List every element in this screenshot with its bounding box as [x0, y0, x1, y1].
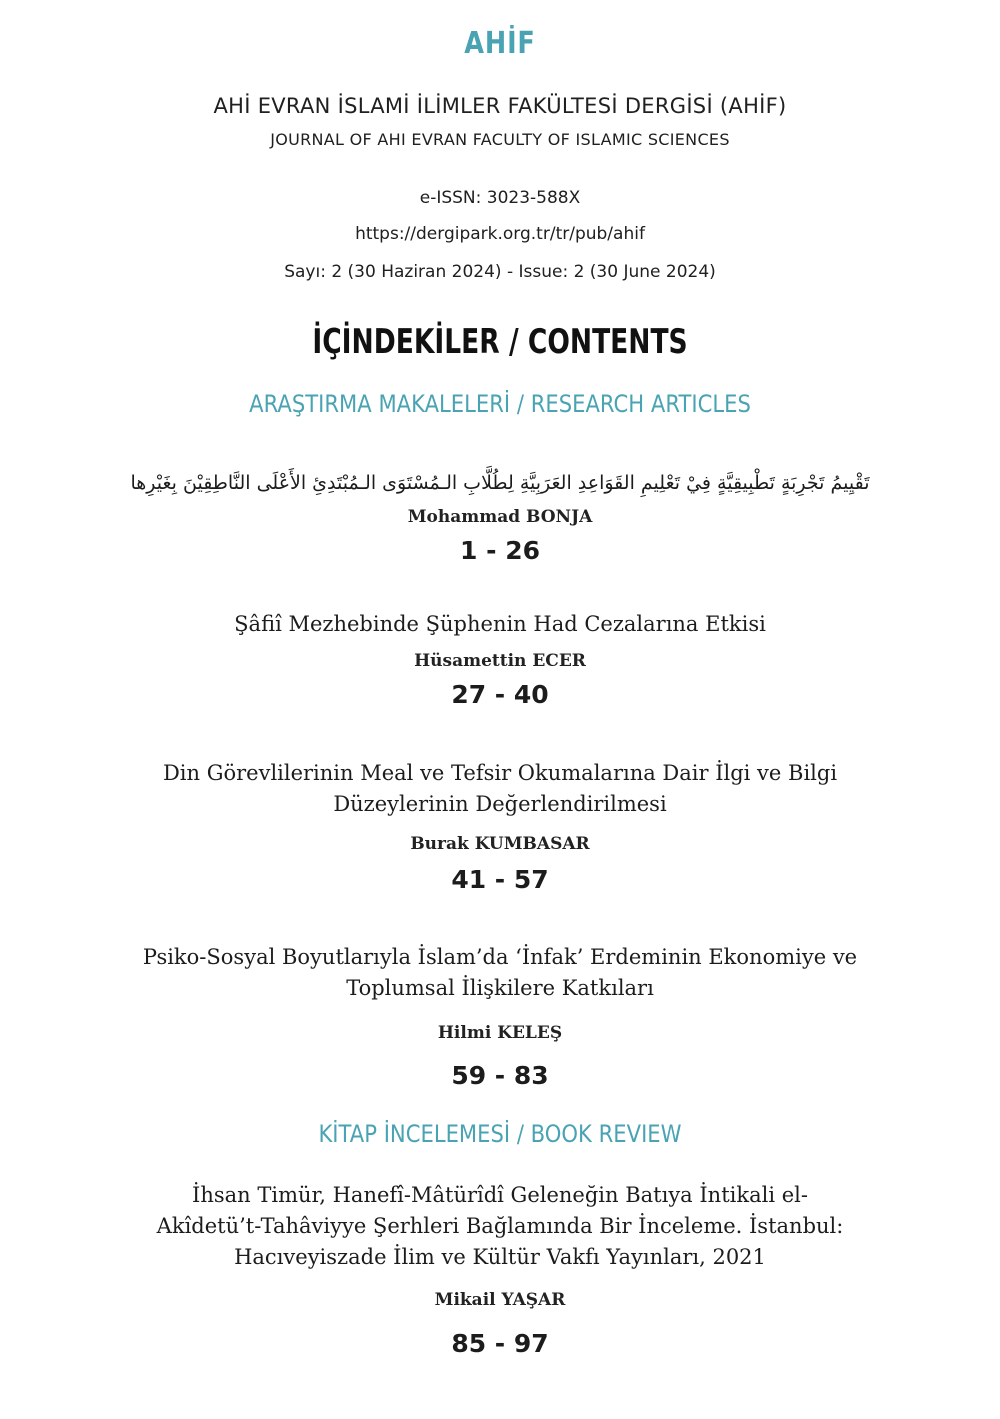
journal-subtitle: JOURNAL OF AHI EVRAN FACULTY OF ISLAMIC SCIENCES [270, 130, 730, 149]
article-pages: 1 - 26 [460, 536, 540, 565]
review-title[interactable]: İhsan Timür, Hanefî-Mâtürîdî Geleneğin Batıya İntikali el-Akîdetü’t-Tahâviyye Şerhleri Bağlamında Bir İnceleme. İstanbul: Hacıveyiszade İlim ve Kültür Vakfı Yayınları, 2021 [156, 1183, 844, 1269]
journal-title: AHİ EVRAN İSLAMİ İLİMLER FAKÜLTESİ DERGİSİ (AHİF) [213, 94, 787, 118]
review-pages: 85 - 97 [451, 1329, 549, 1358]
journal-logo: AHİF [464, 26, 536, 61]
eissn-text: e-ISSN: 3023-588X [419, 188, 581, 208]
article-pages: 27 - 40 [451, 680, 549, 709]
article-author: Hilmi KELEŞ [437, 1023, 563, 1043]
article-title[interactable]: Şâfiî Mezhebinde Şüphenin Had Cezalarına Etkisi [234, 612, 766, 636]
article-author: Mohammad BONJA [407, 507, 593, 527]
article-pages: 41 - 57 [451, 865, 549, 894]
review-author: Mikail YAŞAR [434, 1290, 566, 1310]
research-articles-heading: ARAŞTIRMA MAKALELERİ / RESEARCH ARTICLES [249, 390, 751, 418]
article-title[interactable]: Din Görevlilerinin Meal ve Tefsir Okumalarına Dair İlgi ve Bilgi Düzeylerinin Değerlendirilmesi [162, 761, 838, 816]
article-author: Burak KUMBASAR [410, 834, 590, 854]
article-title[interactable]: تَقْيِيمُ تَجْرِبَةٍ تَطْبِيقِيَّةٍ فِيْ تَعْلِيمِ القَوَاعِدِ العَرَبِيَّةِ لِطُلَّابِ الـمُسْتَوَى الـمُبْتَدِئِ الأَعْلَى النَّاطِقِيْنَ بِغَيْرِها [130, 472, 870, 494]
issue-text: Sayı: 2 (30 Haziran 2024) - Issue: 2 (30 June 2024) [284, 262, 716, 282]
article-author: Hüsamettin ECER [414, 651, 586, 671]
article-pages: 59 - 83 [451, 1061, 549, 1090]
contents-heading: İÇİNDEKİLER / CONTENTS [312, 322, 688, 362]
article-title[interactable]: Psiko-Sosyal Boyutlarıyla İslam’da ‘İnfak’ Erdeminin Ekonomiye ve Toplumsal İlişkilere Katkıları [142, 945, 858, 1000]
book-review-heading: KİTAP İNCELEMESİ / BOOK REVIEW [318, 1120, 682, 1148]
journal-url-link[interactable]: https://dergipark.org.tr/tr/pub/ahif [355, 224, 645, 244]
